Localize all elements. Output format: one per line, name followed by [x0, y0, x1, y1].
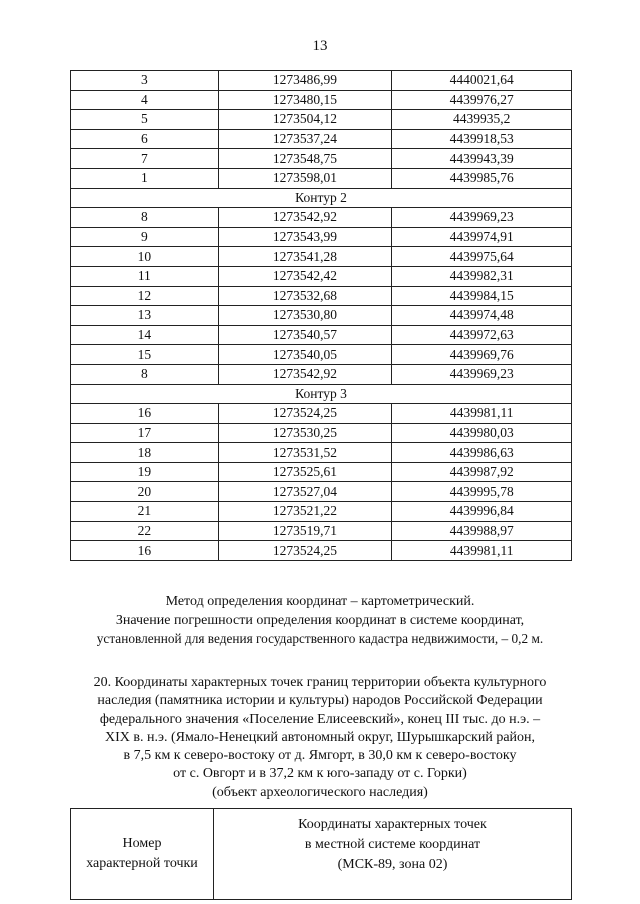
table-row	[71, 502, 572, 522]
table-row	[71, 345, 572, 365]
y-coordinate: 4439975,64	[392, 247, 572, 267]
contour-label: Контур 2	[71, 188, 572, 208]
x-coordinate: 1273486,99	[218, 71, 392, 91]
page-number: 13	[312, 38, 328, 54]
x-coordinate: 1273542,92	[218, 364, 392, 384]
y-coordinate: 4439985,76	[392, 168, 572, 188]
table-row	[71, 364, 572, 384]
table-row	[71, 404, 572, 424]
coordinates-header	[214, 809, 572, 900]
contour-row	[71, 188, 572, 208]
point-number: 16	[71, 541, 219, 561]
header-text: Координаты характерных точек	[298, 817, 487, 832]
y-coordinate: 4440021,64	[392, 71, 572, 91]
table-row	[71, 71, 572, 91]
header-text: характерной точки	[86, 856, 198, 871]
header-text: (МСК-89, зона 02)	[337, 857, 448, 872]
point-number: 5	[71, 110, 219, 130]
point-number-header	[71, 809, 214, 900]
x-coordinate: 1273480,15	[218, 90, 392, 110]
x-coordinate: 1273530,80	[218, 306, 392, 326]
section-line: (объект археологического наследия)	[212, 784, 428, 800]
table-row	[71, 247, 572, 267]
y-coordinate: 4439995,78	[392, 482, 572, 502]
table-row	[71, 541, 572, 561]
point-number: 8	[71, 364, 219, 384]
table-row	[71, 482, 572, 502]
header-text: Номер	[122, 836, 162, 851]
table-row	[71, 462, 572, 482]
method-line: Метод определения координат – картометрический.	[165, 594, 475, 609]
y-coordinate: 4439969,23	[392, 364, 572, 384]
point-number: 21	[71, 502, 219, 522]
table-row	[71, 208, 572, 228]
y-coordinate: 4439986,63	[392, 443, 572, 463]
point-number: 12	[71, 286, 219, 306]
accuracy-line-2: установленной для ведения государственного кадастра недвижимости, – 0,2 м.	[96, 631, 544, 646]
y-coordinate: 4439918,53	[392, 129, 572, 149]
section-line: XIX в. н.э. (Ямало-Ненецкий автономный округ, Шурышкарский район,	[104, 729, 536, 745]
y-coordinate: 4439984,15	[392, 286, 572, 306]
x-coordinate: 1273540,05	[218, 345, 392, 365]
y-coordinate: 4439981,11	[392, 404, 572, 424]
x-coordinate: 1273548,75	[218, 149, 392, 169]
point-number: 7	[71, 149, 219, 169]
table-row	[71, 423, 572, 443]
point-number: 9	[71, 227, 219, 247]
table-row	[71, 266, 572, 286]
x-coordinate: 1273521,22	[218, 502, 392, 522]
y-coordinate: 4439980,03	[392, 423, 572, 443]
x-coordinate: 1273531,52	[218, 443, 392, 463]
point-number: 4	[71, 90, 219, 110]
table-row	[71, 168, 572, 188]
y-coordinate: 4439974,91	[392, 227, 572, 247]
accuracy-line: Значение погрешности определения координат в системе координат,	[115, 612, 525, 628]
point-number: 3	[71, 71, 219, 91]
table-row	[71, 306, 572, 326]
y-coordinate: 4439935,2	[392, 110, 572, 130]
coordinates-header-table	[70, 808, 572, 900]
x-coordinate: 1273504,12	[218, 110, 392, 130]
y-coordinate: 4439981,11	[392, 541, 572, 561]
table-row	[71, 521, 572, 541]
x-coordinate: 1273537,24	[218, 129, 392, 149]
x-coordinate: 1273530,25	[218, 423, 392, 443]
x-coordinate: 1273524,25	[218, 541, 392, 561]
x-coordinate: 1273527,04	[218, 482, 392, 502]
y-coordinate: 4439974,48	[392, 306, 572, 326]
y-coordinate: 4439972,63	[392, 325, 572, 345]
x-coordinate: 1273525,61	[218, 462, 392, 482]
point-number: 19	[71, 462, 219, 482]
section-20-heading	[40, 674, 600, 802]
x-coordinate: 1273541,28	[218, 247, 392, 267]
section-line: федерального значения «Поселение Елисеевский», конец III тыс. до н.э. –	[99, 711, 541, 727]
x-coordinate: 1273519,71	[218, 521, 392, 541]
point-number: 11	[71, 266, 219, 286]
section-line: 20. Координаты характерных точек границ территории объекта культурного	[93, 675, 547, 690]
y-coordinate: 4439996,84	[392, 502, 572, 522]
point-number: 8	[71, 208, 219, 228]
point-number: 17	[71, 423, 219, 443]
table-row	[71, 325, 572, 345]
table-row	[71, 129, 572, 149]
point-number: 1	[71, 168, 219, 188]
y-coordinate: 4439976,27	[392, 90, 572, 110]
x-coordinate: 1273542,42	[218, 266, 392, 286]
x-coordinate: 1273524,25	[218, 404, 392, 424]
y-coordinate: 4439969,76	[392, 345, 572, 365]
y-coordinate: 4439969,23	[392, 208, 572, 228]
x-coordinate: 1273542,92	[218, 208, 392, 228]
table-row	[71, 227, 572, 247]
y-coordinate: 4439987,92	[392, 462, 572, 482]
section-line: наследия (памятника истории и культуры) народов Российской Федерации	[97, 693, 543, 709]
table-row	[71, 90, 572, 110]
x-coordinate: 1273540,57	[218, 325, 392, 345]
y-coordinate: 4439988,97	[392, 521, 572, 541]
y-coordinate: 4439982,31	[392, 266, 572, 286]
table-row	[71, 286, 572, 306]
table-row	[71, 149, 572, 169]
point-number: 6	[71, 129, 219, 149]
point-number: 14	[71, 325, 219, 345]
header-text: в местной системе координат	[304, 837, 481, 852]
point-number: 13	[71, 306, 219, 326]
point-number: 20	[71, 482, 219, 502]
table-row	[71, 443, 572, 463]
x-coordinate: 1273532,68	[218, 286, 392, 306]
point-number: 18	[71, 443, 219, 463]
y-coordinate: 4439943,39	[392, 149, 572, 169]
method-notes	[40, 593, 600, 649]
point-number: 16	[71, 404, 219, 424]
contour-label: Контур 3	[71, 384, 572, 404]
section-line: в 7,5 км к северо-востоку от д. Ямгорт, в 30,0 км к северо-востоку	[123, 748, 517, 764]
coordinates-table	[70, 70, 572, 561]
x-coordinate: 1273598,01	[218, 168, 392, 188]
point-number: 22	[71, 521, 219, 541]
table-row	[71, 110, 572, 130]
contour-row	[71, 384, 572, 404]
section-line: от с. Овгорт и в 37,2 км к юго-западу от с. Горки)	[173, 766, 467, 782]
point-number: 15	[71, 345, 219, 365]
x-coordinate: 1273543,99	[218, 227, 392, 247]
point-number: 10	[71, 247, 219, 267]
